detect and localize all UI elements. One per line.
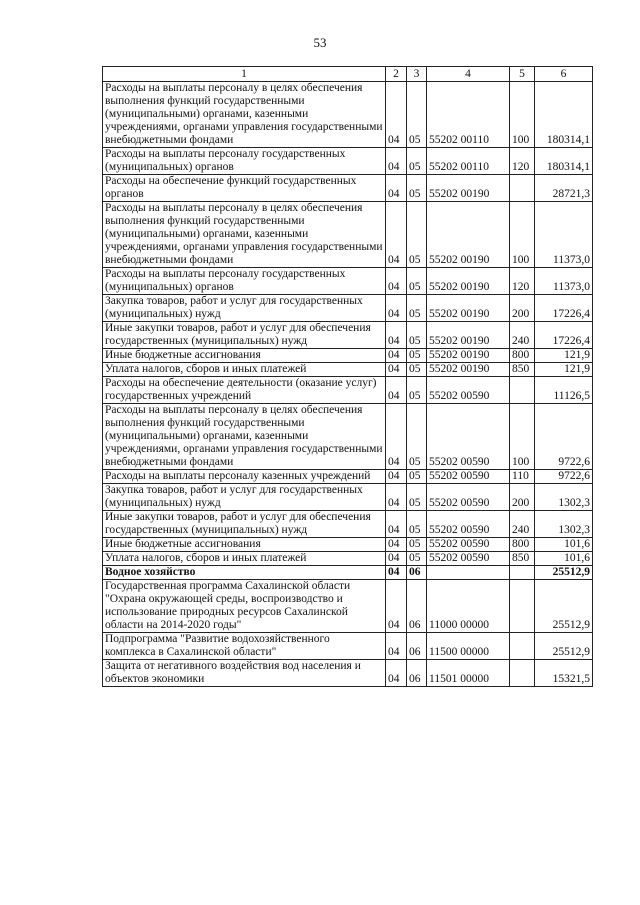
table-row — [103, 322, 593, 349]
row-name-cell: Расходы на выплаты персоналу казенных учреждений — [103, 470, 386, 484]
row-name-cell: Расходы на обеспечение деятельности (оказание услуг) государственных учреждений — [103, 377, 386, 404]
table-row — [103, 202, 593, 268]
table-row — [103, 552, 593, 566]
target-article-cell: 55202 00110 — [427, 82, 510, 148]
expense-type-cell — [510, 580, 535, 633]
subsection-code-cell: 05 — [407, 349, 427, 363]
subsection-code-cell: 05 — [407, 295, 427, 322]
page-number: 53 — [313, 35, 327, 50]
amount-cell: 180314,1 — [535, 82, 593, 148]
subsection-code-cell: 05 — [407, 148, 427, 175]
amount-cell: 25512,9 — [535, 580, 593, 633]
table-row — [103, 268, 593, 295]
amount-cell: 121,9 — [535, 363, 593, 377]
column-header: 1 — [103, 67, 386, 82]
table-row — [103, 580, 593, 633]
expense-type-cell: 200 — [510, 295, 535, 322]
subsection-code-cell: 05 — [407, 470, 427, 484]
target-article-cell: 11500 00000 — [427, 633, 510, 660]
row-name-cell: Подпрограмма "Развитие водохозяйственного комплекса в Сахалинской области" — [103, 633, 386, 660]
column-header: 3 — [407, 67, 427, 82]
section-code-cell: 04 — [386, 175, 407, 202]
expense-type-cell — [510, 566, 535, 580]
table-header-row — [103, 67, 593, 82]
row-name-cell: Иные бюджетные ассигнования — [103, 538, 386, 552]
target-article-cell: 11000 00000 — [427, 580, 510, 633]
amount-cell: 1302,3 — [535, 511, 593, 538]
expense-type-cell: 240 — [510, 322, 535, 349]
table-row — [103, 349, 593, 363]
target-article-cell: 55202 00110 — [427, 148, 510, 175]
section-code-cell: 04 — [386, 538, 407, 552]
expense-type-cell: 850 — [510, 363, 535, 377]
row-name-cell: Расходы на обеспечение функций государственных органов — [103, 175, 386, 202]
amount-cell: 11373,0 — [535, 268, 593, 295]
table-row — [103, 175, 593, 202]
subsection-code-cell: 05 — [407, 202, 427, 268]
expense-type-cell: 100 — [510, 82, 535, 148]
expense-type-cell: 110 — [510, 470, 535, 484]
amount-cell: 11126,5 — [535, 377, 593, 404]
subsection-code-cell: 05 — [407, 82, 427, 148]
row-name-cell: Уплата налогов, сборов и иных платежей — [103, 552, 386, 566]
section-code-cell: 04 — [386, 295, 407, 322]
amount-cell: 121,9 — [535, 349, 593, 363]
amount-cell: 17226,4 — [535, 295, 593, 322]
target-article-cell: 55202 00590 — [427, 484, 510, 511]
section-code-cell: 04 — [386, 148, 407, 175]
row-name-cell: Защита от негативного воздействия вод населения и объектов экономики — [103, 660, 386, 687]
table-row — [103, 633, 593, 660]
expense-type-cell — [510, 660, 535, 687]
section-code-cell: 04 — [386, 633, 407, 660]
target-article-cell: 55202 00190 — [427, 268, 510, 295]
target-article-cell: 55202 00190 — [427, 295, 510, 322]
target-article-cell: 55202 00190 — [427, 202, 510, 268]
expense-type-cell: 240 — [510, 511, 535, 538]
table-row — [103, 511, 593, 538]
amount-cell: 9722,6 — [535, 470, 593, 484]
section-code-cell: 04 — [386, 268, 407, 295]
section-code-cell: 04 — [386, 511, 407, 538]
expense-type-cell: 120 — [510, 268, 535, 295]
target-article-cell: 55202 00590 — [427, 552, 510, 566]
amount-cell: 25512,9 — [535, 633, 593, 660]
row-name-cell: Расходы на выплаты персоналу государственных (муниципальных) органов — [103, 268, 386, 295]
subsection-code-cell: 05 — [407, 322, 427, 349]
table-row — [103, 470, 593, 484]
table-row — [103, 660, 593, 687]
table-row — [103, 484, 593, 511]
subsection-code-cell: 05 — [407, 363, 427, 377]
column-header: 2 — [386, 67, 407, 82]
subsection-code-cell: 06 — [407, 660, 427, 687]
amount-cell: 11373,0 — [535, 202, 593, 268]
row-name-cell: Расходы на выплаты персоналу государственных (муниципальных) органов — [103, 148, 386, 175]
table-row — [103, 295, 593, 322]
amount-cell: 25512,9 — [535, 566, 593, 580]
subsection-code-cell: 05 — [407, 377, 427, 404]
target-article-cell: 55202 00190 — [427, 363, 510, 377]
subsection-code-cell: 06 — [407, 580, 427, 633]
section-code-cell: 04 — [386, 660, 407, 687]
column-header: 6 — [535, 67, 593, 82]
section-code-cell: 04 — [386, 322, 407, 349]
subsection-code-cell: 05 — [407, 484, 427, 511]
section-code-cell: 04 — [386, 566, 407, 580]
row-name-cell: Расходы на выплаты персоналу в целях обеспечения выполнения функций государственными (муниципальными) органами, казенными учреждениями, органами управления государственными внебюджетными фондами — [103, 404, 386, 470]
subsection-code-cell: 05 — [407, 404, 427, 470]
row-name-cell: Уплата налогов, сборов и иных платежей — [103, 363, 386, 377]
target-article-cell: 11501 00000 — [427, 660, 510, 687]
section-code-cell: 04 — [386, 349, 407, 363]
row-name-cell: Иные закупки товаров, работ и услуг для обеспечения государственных (муниципальных) нужд — [103, 322, 386, 349]
column-header: 4 — [427, 67, 510, 82]
section-code-cell: 04 — [386, 363, 407, 377]
section-code-cell: 04 — [386, 484, 407, 511]
expense-type-cell: 100 — [510, 202, 535, 268]
section-code-cell: 04 — [386, 580, 407, 633]
target-article-cell: 55202 00190 — [427, 322, 510, 349]
target-article-cell: 55202 00590 — [427, 470, 510, 484]
row-name-cell: Закупка товаров, работ и услуг для государственных (муниципальных) нужд — [103, 484, 386, 511]
expense-type-cell: 800 — [510, 349, 535, 363]
section-code-cell: 04 — [386, 377, 407, 404]
amount-cell: 101,6 — [535, 552, 593, 566]
subsection-code-cell: 06 — [407, 633, 427, 660]
target-article-cell — [427, 566, 510, 580]
table-row — [103, 148, 593, 175]
amount-cell: 101,6 — [535, 538, 593, 552]
table-row — [103, 566, 593, 580]
column-header: 5 — [510, 67, 535, 82]
section-code-cell: 04 — [386, 470, 407, 484]
expense-type-cell: 120 — [510, 148, 535, 175]
row-name-cell: Иные бюджетные ассигнования — [103, 349, 386, 363]
subsection-code-cell: 06 — [407, 566, 427, 580]
target-article-cell: 55202 00190 — [427, 175, 510, 202]
section-code-cell: 04 — [386, 552, 407, 566]
amount-cell: 180314,1 — [535, 148, 593, 175]
row-name-cell: Государственная программа Сахалинской области "Охрана окружающей среды, воспроизводство и использование природных ресурсов Сахалинской области на 2014-2020 годы" — [103, 580, 386, 633]
subsection-code-cell: 05 — [407, 538, 427, 552]
row-name-cell: Закупка товаров, работ и услуг для государственных (муниципальных) нужд — [103, 295, 386, 322]
amount-cell: 1302,3 — [535, 484, 593, 511]
expense-type-cell — [510, 633, 535, 660]
expense-type-cell: 100 — [510, 404, 535, 470]
table-row — [103, 538, 593, 552]
table-row — [103, 404, 593, 470]
target-article-cell: 55202 00590 — [427, 377, 510, 404]
subsection-code-cell: 05 — [407, 268, 427, 295]
subsection-code-cell: 05 — [407, 552, 427, 566]
row-name-cell: Расходы на выплаты персоналу в целях обеспечения выполнения функций государственными (муниципальными) органами, казенными учреждениями, органами управления государственными внебюджетными фондами — [103, 82, 386, 148]
table-row — [103, 363, 593, 377]
expense-type-cell — [510, 175, 535, 202]
target-article-cell: 55202 00190 — [427, 349, 510, 363]
table-row — [103, 82, 593, 148]
amount-cell: 15321,5 — [535, 660, 593, 687]
section-code-cell: 04 — [386, 202, 407, 268]
table-body — [103, 82, 593, 687]
budget-table — [102, 66, 593, 687]
expense-type-cell: 850 — [510, 552, 535, 566]
expense-type-cell — [510, 377, 535, 404]
target-article-cell: 55202 00590 — [427, 404, 510, 470]
amount-cell: 9722,6 — [535, 404, 593, 470]
table-row — [103, 377, 593, 404]
amount-cell: 28721,3 — [535, 175, 593, 202]
target-article-cell: 55202 00590 — [427, 538, 510, 552]
target-article-cell: 55202 00590 — [427, 511, 510, 538]
expense-type-cell: 200 — [510, 484, 535, 511]
subsection-code-cell: 05 — [407, 511, 427, 538]
amount-cell: 17226,4 — [535, 322, 593, 349]
subsection-code-cell: 05 — [407, 175, 427, 202]
section-code-cell: 04 — [386, 404, 407, 470]
row-name-cell: Водное хозяйство — [103, 566, 386, 580]
row-name-cell: Расходы на выплаты персоналу в целях обеспечения выполнения функций государственными (муниципальными) органами, казенными учреждениями, органами управления государственными внебюджетными фондами — [103, 202, 386, 268]
expense-type-cell: 800 — [510, 538, 535, 552]
row-name-cell: Иные закупки товаров, работ и услуг для обеспечения государственных (муниципальных) нужд — [103, 511, 386, 538]
section-code-cell: 04 — [386, 82, 407, 148]
